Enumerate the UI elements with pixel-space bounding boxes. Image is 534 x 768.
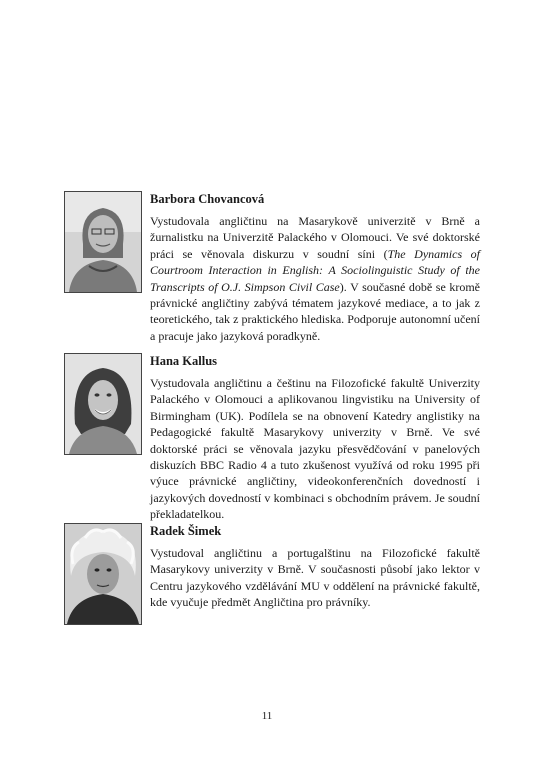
bio-text: Vystudovala angličtinu na Masarykově univerzitě v Brně a žurnalistku na Univerzitě Palackého v Olomouci. Ve své doktorské práci se věnovala diskurzu v soudní síni (: [150, 214, 480, 261]
profile-name: Barbora Chovancová: [150, 192, 265, 206]
bio-thesis-title: The Dynamics of Courtroom Interaction in English: A Sociolinguistic Study of the Transcripts of O.J. Simpson Civil Case: [150, 246, 480, 294]
profile-bio: [150, 375, 480, 523]
portrait-photo-hana-kallus: [64, 353, 142, 455]
bio-text: Vystudovala angličtinu a češtinu na Filozofické fakultě Univerzity Palackého v Olomouci a aplikovanou lingvistiku na University of Birmingham (UK). Podílela se na obnovení Katedry anglistiky na Pedagogické fakultě Masarykovy univerzity v Brně. Ve své doktorské práci se věnovala jazyku přesvědčování v panelových diskuzích BBC Radio 4 a tuto zkušenost využívá od roku 1995 při výuce právnické angličtiny, videokonferenčních dovedností i jazykových dovedností v kombinaci s obchodním právem. Je soudní překladatelkou.: [150, 376, 480, 522]
profile-name: Hana Kallus: [150, 354, 218, 368]
profile-bio: [150, 213, 480, 344]
bio-text: Vystudoval angličtinu a portugalštinu na Filozofické fakultě Masarykovy univerzity v Brně. V současnosti působí jako lektor v Centru jazykového vzdělávání MU v oddělení na právnické fakultě, kde vyučuje předmět Angličtina pro právníky.: [150, 546, 480, 610]
bio-text: ). V současné době se kromě právnické angličtiny zabývá tématem jazykové mediace, a to jak z teoretického, tak z praktického hlediska. Podporuje autonomní učení a pracuje jako jazyková poradkyně.: [150, 279, 481, 343]
profile-bio: [150, 545, 480, 611]
profile-name: Radek Šimek: [150, 524, 222, 538]
portrait-photo-radek-simek: [64, 523, 142, 625]
page-number: 11: [261, 710, 273, 722]
portrait-photo-barbora-chovancova: [64, 191, 142, 293]
